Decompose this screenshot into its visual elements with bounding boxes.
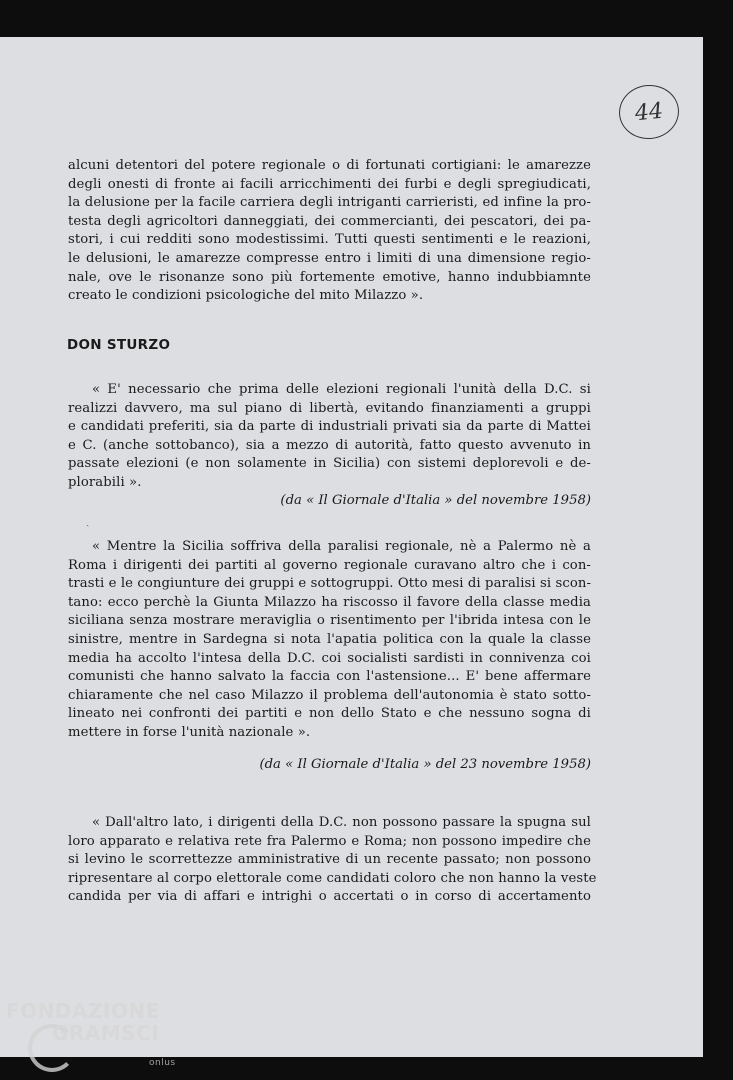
text-line: comunisti che hanno salvato la faccia con l'astensione... E' bene affermare (68, 669, 591, 685)
text-line: chiaramente che nel caso Milazzo il problema dell'autonomia è stato sotto- (68, 687, 591, 703)
text-line: le delusioni, le amarezze compresse entro i limiti di una dimensione regio- (68, 250, 591, 266)
section-heading: DON STURZO (67, 337, 171, 353)
paragraph-4 (68, 814, 597, 907)
citation-1: (da « Il Giornale d'Italia » del novembre 1958) (280, 493, 591, 508)
text-line: « Mentre la Sicilia soffriva della paralisi regionale, nè a Palermo nè a (92, 539, 591, 554)
text-line: degli onesti di fronte ai facili arricchimenti dei furbi e degli spregiudicati, (68, 176, 591, 192)
text-line: la delusione per la facile carriera degli intriganti carrieristi, ed infine la pro- (68, 195, 591, 211)
text-line: loro apparato e relativa rete fra Palermo e Roma; non possono impedire che (68, 833, 591, 849)
stray-mark: ˎ (86, 516, 90, 527)
text-line: plorabili ». (68, 474, 142, 490)
watermark (6, 999, 176, 1068)
text-line: siciliana senza mostrare meraviglia o risentimento per l'ibrida intesa con le (68, 613, 591, 629)
text-line: creato le condizioni psicologiche del mito Milazzo ». (68, 288, 424, 304)
text-line: media ha accolto l'intesa della D.C. coi socialisti sardisti in connivenza coi (68, 650, 591, 666)
text-line: testa degli agricoltori danneggiati, dei commercianti, dei pescatori, dei pa- (68, 213, 591, 229)
text-line: mettere in forse l'unità nazionale ». (68, 724, 311, 740)
text-line: realizzi davvero, ma sul piano di libertà, evitando finanziamenti a gruppi (68, 400, 591, 416)
text-line: trasti e le congiunture dei gruppi e sottogruppi. Otto mesi di paralisi si scon- (68, 576, 592, 592)
text-line: « Dall'altro lato, i dirigenti della D.C. non possono passare la spugna sul (92, 815, 591, 830)
text-line: stori, i cui redditi sono modestissimi. Tutti questi sentimenti e le reazioni, (68, 232, 591, 248)
watermark-line-3: onlus (149, 1058, 176, 1068)
text-line: sinistre, mentre in Sardegna si nota l'apatia politica con la quale la classe (68, 631, 591, 647)
text-line: e candidati preferiti, sia da parte di industriali privati sia da parte di Mattei (68, 419, 591, 435)
text-line: ripresentare al corpo elettorale come candidati coloro che non hanno la veste (68, 870, 597, 886)
watermark-line-2: GRAMSCI (52, 1021, 160, 1045)
text-line: Roma i dirigenti dei partiti al governo regionale curavano altro che i con- (68, 557, 591, 573)
text-line: passate elezioni (e non solamente in Sicilia) con sistemi deplorevoli e de- (68, 456, 591, 472)
handwritten-page-number: 44 (616, 82, 681, 142)
paragraph-3 (68, 538, 591, 743)
text-line: alcuni detentori del potere regionale o di fortunati cortigiani: le amarezze (68, 158, 591, 173)
text-line: si levino le scorrettezze amministrative di un recente passato; non possono (68, 852, 591, 868)
paragraph-1 (68, 157, 591, 306)
text-line: tano: ecco perchè la Giunta Milazzo ha riscosso il favore della classe media (68, 594, 591, 610)
text-line: « E' necessario che prima delle elezioni regionali l'unità della D.C. si (92, 382, 591, 397)
text-line: nale, ove le risonanze sono più fortemente emotive, hanno indubbiamnte (68, 269, 591, 285)
watermark-line-1: FONDAZIONE (6, 999, 160, 1023)
text-line: e C. (anche sottobanco), sia a mezzo di autorità, fatto questo avvenuto in (68, 437, 591, 453)
text-line: lineato nei confronti dei partiti e non dello Stato e che nessuno sogna di (68, 706, 591, 722)
citation-2: (da « Il Giornale d'Italia » del 23 novembre 1958) (259, 757, 591, 772)
paragraph-2 (68, 381, 591, 493)
text-line: candida per via di affari e intrighi o accertati o in corso di accertamento (68, 889, 591, 905)
